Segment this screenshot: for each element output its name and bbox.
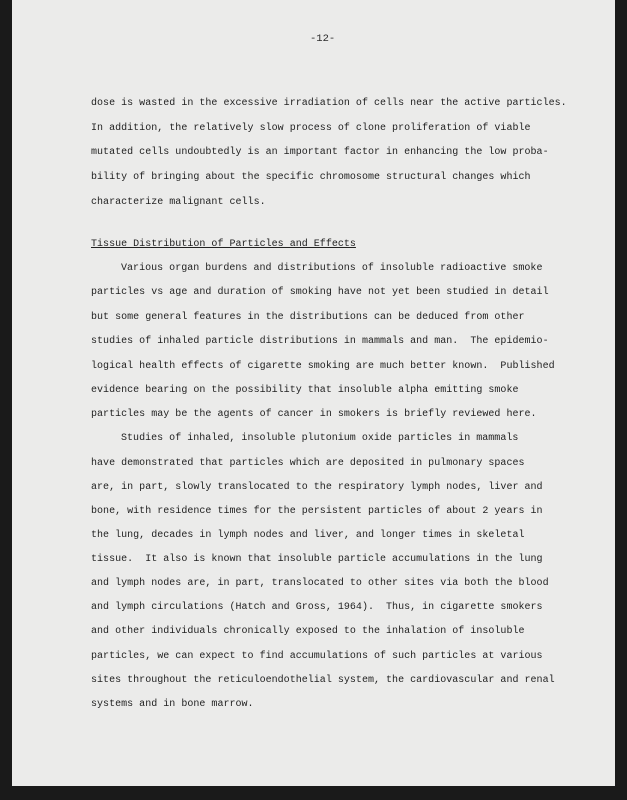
text-line: Various organ burdens and distributions of insoluble radioactive smoke bbox=[121, 263, 543, 274]
page-number: -12- bbox=[310, 33, 336, 45]
text-line: bone, with residence times for the persistent particles of about 2 years in bbox=[91, 506, 543, 517]
text-line: In addition, the relatively slow process of clone proliferation of viable bbox=[91, 123, 531, 134]
text-line: the lung, decades in lymph nodes and liver, and longer times in skeletal bbox=[91, 530, 525, 541]
section-heading: Tissue Distribution of Particles and Effects bbox=[91, 239, 356, 250]
text-line: dose is wasted in the excessive irradiation of cells near the active particles. bbox=[91, 98, 567, 109]
text-line: tissue. It also is known that insoluble particle accumulations in the lung bbox=[91, 554, 543, 565]
text-line: particles may be the agents of cancer in smokers is briefly reviewed here. bbox=[91, 409, 537, 420]
text-line: particles, we can expect to find accumulations of such particles at various bbox=[91, 651, 543, 662]
text-line: have demonstrated that particles which are deposited in pulmonary spaces bbox=[91, 458, 525, 469]
text-line: and other individuals chronically exposed to the inhalation of insoluble bbox=[91, 626, 525, 637]
text-line: but some general features in the distributions can be deduced from other bbox=[91, 312, 525, 323]
document-page bbox=[12, 0, 615, 786]
text-line: characterize malignant cells. bbox=[91, 197, 266, 208]
text-line: studies of inhaled particle distributions in mammals and man. The epidemio- bbox=[91, 336, 549, 347]
text-line: logical health effects of cigarette smoking are much better known. Published bbox=[91, 361, 555, 372]
text-line: mutated cells undoubtedly is an important factor in enhancing the low proba- bbox=[91, 147, 549, 158]
text-line: and lymph circulations (Hatch and Gross, 1964). Thus, in cigarette smokers bbox=[91, 602, 543, 613]
text-line: bility of bringing about the specific chromosome structural changes which bbox=[91, 172, 531, 183]
text-line: sites throughout the reticuloendothelial system, the cardiovascular and renal bbox=[91, 675, 555, 686]
text-line: systems and in bone marrow. bbox=[91, 699, 254, 710]
text-line: Studies of inhaled, insoluble plutonium oxide particles in mammals bbox=[121, 433, 519, 444]
text-line: are, in part, slowly translocated to the respiratory lymph nodes, liver and bbox=[91, 482, 543, 493]
text-line: evidence bearing on the possibility that insoluble alpha emitting smoke bbox=[91, 385, 519, 396]
text-line: particles vs age and duration of smoking have not yet been studied in detail bbox=[91, 287, 549, 298]
text-line: and lymph nodes are, in part, translocated to other sites via both the blood bbox=[91, 578, 549, 589]
